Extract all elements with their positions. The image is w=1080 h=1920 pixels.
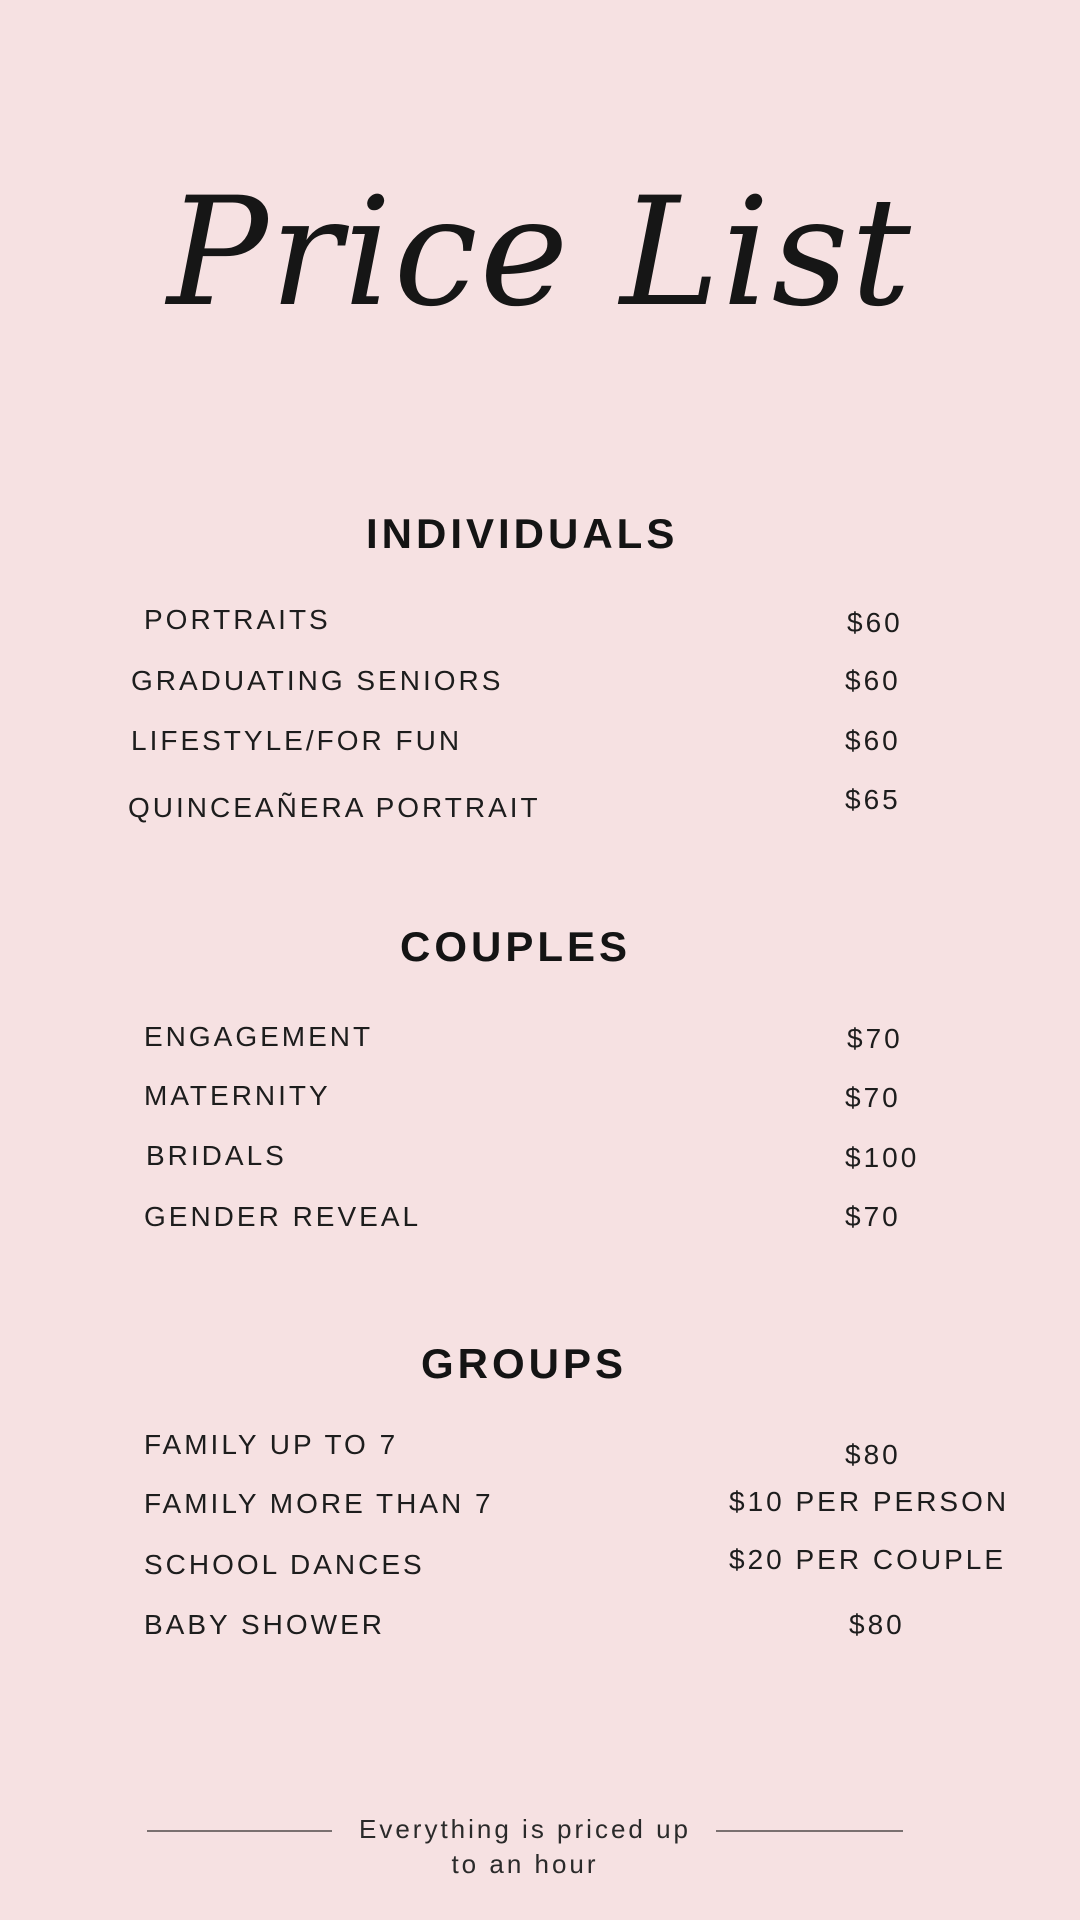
price-item-value: $70 bbox=[845, 1201, 901, 1232]
price-item-name: FAMILY UP TO 7 bbox=[144, 1429, 399, 1460]
price-item-name: ENGAGEMENT bbox=[144, 1021, 374, 1052]
price-item-value: $80 bbox=[845, 1439, 901, 1470]
price-item-value: $10 PER PERSON bbox=[729, 1486, 1010, 1517]
price-item-value: $100 bbox=[845, 1142, 920, 1173]
page-title: Price List bbox=[167, 166, 913, 340]
section-heading-individuals: INDIVIDUALS bbox=[366, 510, 679, 557]
price-item-name: QUINCEAÑERA PORTRAIT bbox=[128, 792, 541, 823]
section-heading-groups: GROUPS bbox=[421, 1340, 628, 1387]
price-item-name: BABY SHOWER bbox=[144, 1609, 385, 1640]
price-item-value: $20 PER COUPLE bbox=[729, 1544, 1006, 1575]
price-item-name: MATERNITY bbox=[144, 1080, 331, 1111]
footer-note-line-1: Everything is priced up bbox=[358, 1814, 692, 1844]
price-item-value: $60 bbox=[847, 607, 903, 638]
price-item-value: $60 bbox=[845, 725, 901, 756]
price-item-name: GENDER REVEAL bbox=[144, 1201, 422, 1232]
price-item-name: BRIDALS bbox=[146, 1140, 287, 1171]
price-item-name: FAMILY MORE THAN 7 bbox=[144, 1488, 494, 1519]
price-item-value: $70 bbox=[847, 1023, 903, 1054]
section-heading-couples: COUPLES bbox=[400, 923, 632, 970]
price-item-value: $70 bbox=[845, 1082, 901, 1113]
footer-note-line-2: to an hour bbox=[451, 1849, 599, 1879]
price-item-value: $80 bbox=[849, 1609, 905, 1640]
price-item-value: $65 bbox=[845, 784, 901, 815]
price-item-name: SCHOOL DANCES bbox=[144, 1549, 425, 1580]
price-item-name: PORTRAITS bbox=[144, 604, 331, 635]
price-item-value: $60 bbox=[845, 665, 901, 696]
price-item-name: GRADUATING SENIORS bbox=[131, 665, 504, 696]
price-item-name: LIFESTYLE/FOR FUN bbox=[131, 725, 463, 756]
